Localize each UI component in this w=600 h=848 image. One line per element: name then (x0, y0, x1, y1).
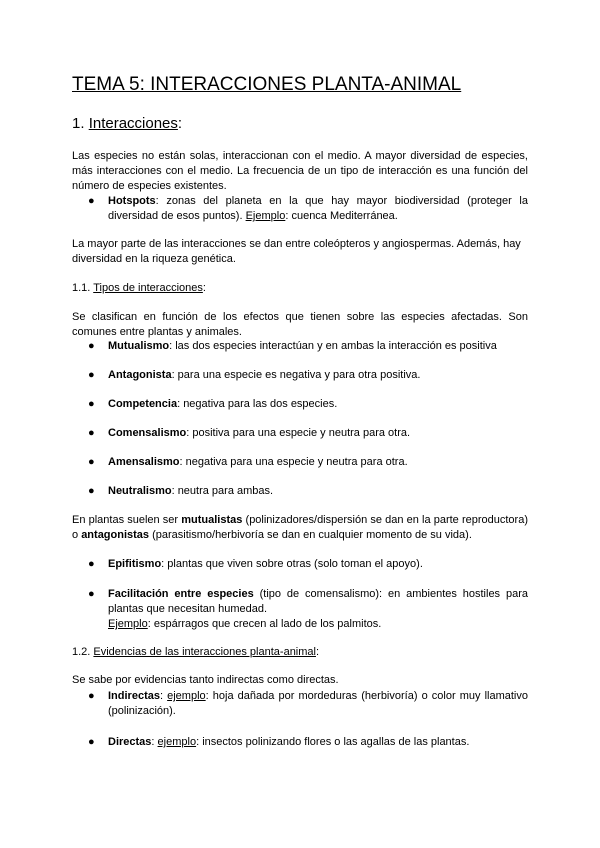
term: Antagonista (108, 369, 172, 381)
paragraph-coleopteros: La mayor parte de las interacciones se dan entre coleópteros y angiospermas. Además, hay diversidad en la riqueza genética. (72, 238, 521, 265)
section-number: 1. (72, 115, 89, 132)
bullet-icon: ● (88, 558, 95, 570)
section-heading-interacciones (72, 114, 182, 134)
bullet-comensalismo (88, 426, 528, 441)
term-mutualistas: mutualistas (181, 514, 243, 526)
evidencias-intro: Se sabe por evidencias tanto indirectas como directas. (72, 674, 339, 686)
section-colon: : (177, 115, 183, 132)
bullet-hotspots (88, 194, 528, 224)
definition: : negativa para las dos especies. (177, 398, 338, 410)
definition: : para una especie es negativa y para otra positiva. (171, 369, 421, 381)
section-colon: : (315, 646, 320, 658)
example-text: : espárragos que crecen al lado de los palmitos. (147, 618, 382, 630)
separator: : (159, 690, 168, 702)
bullet-icon: ● (88, 427, 95, 439)
term: Neutralismo (108, 485, 172, 497)
bullet-icon: ● (88, 485, 95, 497)
ejemplo-label: Ejemplo (245, 210, 286, 222)
section-title: Evidencias de las interacciones planta-animal (93, 646, 316, 658)
term: Epifitismo (108, 558, 162, 570)
section-heading-evidencias (72, 645, 319, 660)
term: Indirectas (108, 690, 160, 702)
term-antagonistas: antagonistas (81, 529, 150, 541)
intro-paragraph: Las especies no están solas, interaccionan con el medio. A mayor diversidad de especies, más interacciones con el medio. La frecuencia de un tipo de interacción es una función del número de especies existentes. (72, 150, 528, 192)
term: Competencia (108, 398, 178, 410)
bullet-indirectas (88, 689, 528, 719)
bullet-competencia (88, 397, 528, 412)
section-title: Tipos de interacciones (93, 282, 203, 294)
section-heading-tipos (72, 281, 206, 296)
definition: : plantas que viven sobre otras (solo toman el apoyo). (161, 558, 423, 570)
bullet-icon: ● (88, 690, 95, 702)
bullet-neutralismo (88, 484, 528, 499)
section-number: 1.2. (72, 646, 94, 658)
bullet-mutualismo (88, 339, 528, 354)
term: Hotspots (108, 195, 156, 207)
section-title: Interacciones (88, 115, 178, 132)
bullet-icon: ● (88, 736, 95, 748)
separator: : (151, 736, 158, 748)
text-run: (parasitismo/herbivoría se dan en cualquier momento de su vida). (149, 529, 472, 541)
definition: (tipo de comensalismo): en ambientes hostiles para plantas que necesitan humedad. (108, 588, 528, 615)
page-title: TEMA 5: INTERACCIONES PLANTA-ANIMAL (72, 74, 462, 95)
bullet-facilitacion (88, 587, 528, 632)
definition: : hoja dañada por mordeduras (herbivoría) o color muy llamativo (polinización). (108, 690, 528, 717)
bullet-icon: ● (88, 195, 95, 207)
tipos-intro-paragraph: Se clasifican en función de los efectos que tienen sobre las especies afectadas. Son comunes entre plantas y animales. (72, 311, 528, 338)
text-run: (polinizadores/dispersión se dan en la parte reproductora) o (72, 514, 528, 541)
ejemplo-label: Ejemplo (108, 618, 148, 630)
term: Directas (108, 736, 152, 748)
term: Mutualismo (108, 340, 170, 352)
definition: : zonas del planeta en la que hay mayor biodiversidad (proteger la diversidad de esos puntos). (108, 195, 528, 222)
bullet-epifitismo (88, 557, 528, 572)
definition: : positiva para una especie y neutra para otra. (186, 427, 411, 439)
definition: : negativa para una especie y neutra para otra. (179, 456, 408, 468)
ejemplo-label: ejemplo (157, 736, 197, 748)
bullet-icon: ● (88, 340, 95, 352)
definition: : neutra para ambas. (171, 485, 274, 497)
section-number: 1.1. (72, 282, 94, 294)
bullet-icon: ● (88, 369, 95, 381)
term: Amensalismo (108, 456, 180, 468)
bullet-icon: ● (88, 456, 95, 468)
section-colon: : (202, 282, 206, 294)
term: Comensalismo (108, 427, 187, 439)
bullet-amensalismo (88, 455, 528, 470)
plants-paragraph (72, 513, 528, 543)
definition: : insectos polinizando flores o las agallas de las plantas. (196, 736, 470, 748)
bullet-antagonista (88, 368, 528, 383)
bullet-icon: ● (88, 398, 95, 410)
term: Facilitación entre especies (108, 588, 254, 600)
ejemplo-label: ejemplo (167, 690, 206, 702)
bullet-icon: ● (88, 588, 95, 600)
bullet-directas (88, 735, 528, 750)
definition: : las dos especies interactúan y en ambas la interacción es positiva (169, 340, 497, 352)
text-run: En plantas suelen ser (72, 514, 182, 526)
example-text: : cuenca Mediterránea. (285, 210, 398, 222)
